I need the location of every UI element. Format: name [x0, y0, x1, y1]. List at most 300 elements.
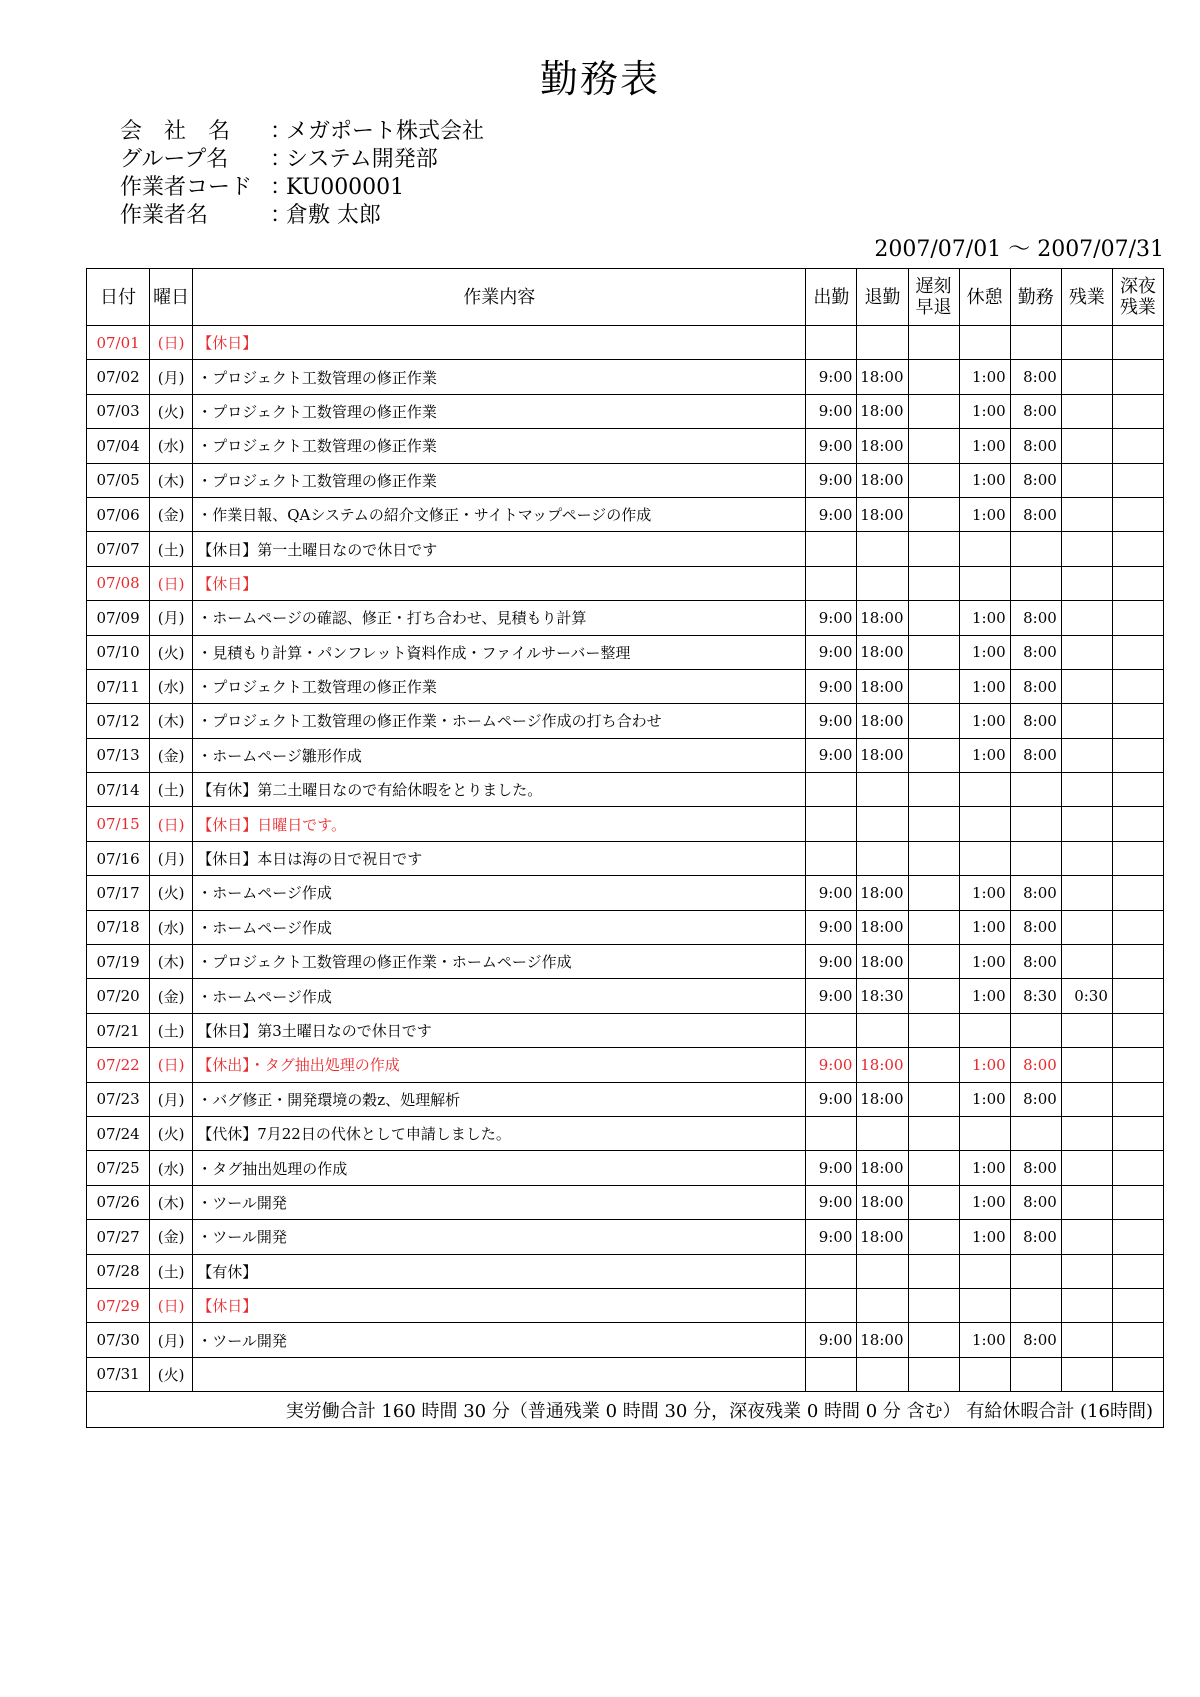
- duty-time-cell: 8:00: [1010, 1185, 1061, 1219]
- table-row: [87, 1151, 1164, 1185]
- start-time-cell: [806, 1013, 857, 1047]
- duty-time-cell: 8:00: [1010, 1048, 1061, 1082]
- break-time-cell: 1:00: [959, 945, 1010, 979]
- table-row: [87, 669, 1164, 703]
- work-cell: 【休出】・タグ抽出処理の作成: [193, 1048, 806, 1082]
- break-time-cell: 1:00: [959, 1048, 1010, 1082]
- header-overtime: 残業: [1061, 269, 1112, 326]
- header-end: 退勤: [857, 269, 908, 326]
- late-early-cell: [908, 566, 959, 600]
- dow-cell: (日): [150, 807, 193, 841]
- end-time-cell: 18:00: [857, 910, 908, 944]
- break-time-cell: 1:00: [959, 910, 1010, 944]
- table-row: [87, 1288, 1164, 1322]
- overtime-cell: [1061, 1185, 1112, 1219]
- end-time-cell: [857, 807, 908, 841]
- start-time-cell: 9:00: [806, 1082, 857, 1116]
- page-title: 勤務表: [539, 57, 660, 101]
- table-row: [87, 1220, 1164, 1254]
- overtime-cell: [1061, 463, 1112, 497]
- night-overtime-cell: [1112, 394, 1163, 428]
- work-cell: ・プロジェクト工数管理の修正作業: [193, 463, 806, 497]
- total-summary: 実労働合計 160 時間 30 分（普通残業 0 時間 30 分，深夜残業 0 時間 0 分 含む） 有給休暇合計 (16時間): [87, 1392, 1164, 1428]
- overtime-cell: [1061, 1357, 1112, 1391]
- work-cell: ・見積もり計算・パンフレット資料作成・ファイルサーバー整理: [193, 635, 806, 669]
- header-night: 深夜: [1119, 276, 1156, 297]
- table-row: [87, 841, 1164, 875]
- table-row: [87, 1116, 1164, 1150]
- header-night-overtime: [1112, 269, 1163, 326]
- dow-cell: (月): [150, 1323, 193, 1357]
- end-time-cell: 18:00: [857, 463, 908, 497]
- work-cell: 【有休】第二土曜日なので有給休暇をとりました。: [193, 773, 806, 807]
- late-early-cell: [908, 876, 959, 910]
- overtime-cell: [1061, 360, 1112, 394]
- info-value: KU000001: [286, 175, 405, 200]
- timesheet-body: [87, 326, 1164, 1392]
- header-dow: 曜日: [150, 269, 193, 326]
- night-overtime-cell: [1112, 1185, 1163, 1219]
- table-row: [87, 876, 1164, 910]
- late-early-cell: [908, 704, 959, 738]
- info-worker-name: [120, 202, 484, 230]
- dow-cell: (月): [150, 1082, 193, 1116]
- date-cell: 07/27: [87, 1220, 150, 1254]
- work-cell: 【休日】本日は海の日で祝日です: [193, 841, 806, 875]
- dow-cell: (日): [150, 1288, 193, 1322]
- overtime-cell: [1061, 1151, 1112, 1185]
- duty-time-cell: 8:00: [1010, 463, 1061, 497]
- end-time-cell: 18:00: [857, 1082, 908, 1116]
- duty-time-cell: 8:00: [1010, 910, 1061, 944]
- info-worker-code: [120, 174, 484, 202]
- overtime-cell: [1061, 1288, 1112, 1322]
- end-time-cell: 18:00: [857, 1151, 908, 1185]
- end-time-cell: 18:00: [857, 497, 908, 531]
- dow-cell: (火): [150, 635, 193, 669]
- night-overtime-cell: [1112, 497, 1163, 531]
- table-row: [87, 1048, 1164, 1082]
- duty-time-cell: 8:00: [1010, 876, 1061, 910]
- table-row: [87, 1323, 1164, 1357]
- table-row: [87, 1185, 1164, 1219]
- night-overtime-cell: [1112, 1082, 1163, 1116]
- late-early-cell: [908, 773, 959, 807]
- info-group: [120, 146, 484, 174]
- duty-time-cell: 8:00: [1010, 635, 1061, 669]
- info-company: [120, 118, 484, 146]
- night-overtime-cell: [1112, 841, 1163, 875]
- dow-cell: (水): [150, 1151, 193, 1185]
- date-cell: 07/04: [87, 429, 150, 463]
- start-time-cell: 9:00: [806, 463, 857, 497]
- info-label: 会 社 名: [120, 119, 231, 144]
- late-early-cell: [908, 979, 959, 1013]
- period-range: 2007/07/01 ～ 2007/07/31: [874, 237, 1164, 262]
- duty-time-cell: 8:00: [1010, 1151, 1061, 1185]
- break-time-cell: [959, 1116, 1010, 1150]
- dow-cell: (日): [150, 326, 193, 360]
- overtime-cell: [1061, 429, 1112, 463]
- work-cell: 【休日】: [193, 566, 806, 600]
- duty-time-cell: [1010, 841, 1061, 875]
- duty-time-cell: 8:00: [1010, 1220, 1061, 1254]
- table-row: [87, 773, 1164, 807]
- duty-time-cell: [1010, 1013, 1061, 1047]
- work-cell: ・作業日報、QAシステムの紹介文修正・サイトマップページの作成: [193, 497, 806, 531]
- date-cell: 07/20: [87, 979, 150, 1013]
- date-cell: 07/18: [87, 910, 150, 944]
- end-time-cell: 18:00: [857, 429, 908, 463]
- dow-cell: (土): [150, 1013, 193, 1047]
- start-time-cell: 9:00: [806, 1185, 857, 1219]
- break-time-cell: [959, 1254, 1010, 1288]
- late-early-cell: [908, 669, 959, 703]
- start-time-cell: 9:00: [806, 1220, 857, 1254]
- start-time-cell: 9:00: [806, 1048, 857, 1082]
- start-time-cell: 9:00: [806, 601, 857, 635]
- end-time-cell: 18:00: [857, 1323, 908, 1357]
- end-time-cell: 18:00: [857, 635, 908, 669]
- late-early-cell: [908, 1048, 959, 1082]
- employee-info: [120, 118, 484, 230]
- night-overtime-cell: [1112, 807, 1163, 841]
- info-value: メガポート株式会社: [286, 119, 485, 144]
- duty-time-cell: 8:00: [1010, 945, 1061, 979]
- night-overtime-cell: [1112, 1048, 1163, 1082]
- header-early: 早退: [915, 297, 952, 318]
- dow-cell: (水): [150, 429, 193, 463]
- work-cell: ・バグ修正・開発環境の穀z、処理解析: [193, 1082, 806, 1116]
- late-early-cell: [908, 360, 959, 394]
- duty-time-cell: [1010, 1288, 1061, 1322]
- date-cell: 07/21: [87, 1013, 150, 1047]
- overtime-cell: [1061, 394, 1112, 428]
- late-early-cell: [908, 532, 959, 566]
- work-cell: 【休日】第3土曜日なので休日です: [193, 1013, 806, 1047]
- overtime-cell: [1061, 566, 1112, 600]
- timesheet-table: [86, 268, 1164, 1428]
- duty-time-cell: [1010, 773, 1061, 807]
- end-time-cell: [857, 326, 908, 360]
- night-overtime-cell: [1112, 601, 1163, 635]
- work-cell: ・ツール開発: [193, 1185, 806, 1219]
- break-time-cell: [959, 326, 1010, 360]
- break-time-cell: [959, 1288, 1010, 1322]
- dow-cell: (木): [150, 463, 193, 497]
- overtime-cell: [1061, 1323, 1112, 1357]
- night-overtime-cell: [1112, 429, 1163, 463]
- date-cell: 07/12: [87, 704, 150, 738]
- night-overtime-cell: [1112, 1013, 1163, 1047]
- start-time-cell: 9:00: [806, 497, 857, 531]
- night-overtime-cell: [1112, 910, 1163, 944]
- duty-time-cell: [1010, 326, 1061, 360]
- late-early-cell: [908, 841, 959, 875]
- date-cell: 07/17: [87, 876, 150, 910]
- end-time-cell: 18:00: [857, 360, 908, 394]
- date-cell: 07/06: [87, 497, 150, 531]
- header-start: 出勤: [806, 269, 857, 326]
- start-time-cell: 9:00: [806, 1323, 857, 1357]
- start-time-cell: [806, 1357, 857, 1391]
- header-late: 遅刻: [915, 276, 952, 297]
- work-cell: ・プロジェクト工数管理の修正作業・ホームページ作成: [193, 945, 806, 979]
- work-cell: ・プロジェクト工数管理の修正作業: [193, 394, 806, 428]
- duty-time-cell: [1010, 807, 1061, 841]
- break-time-cell: 1:00: [959, 704, 1010, 738]
- work-cell: ・プロジェクト工数管理の修正作業・ホームページ作成の打ち合わせ: [193, 704, 806, 738]
- start-time-cell: [806, 532, 857, 566]
- table-row: [87, 704, 1164, 738]
- end-time-cell: 18:00: [857, 1185, 908, 1219]
- night-overtime-cell: [1112, 669, 1163, 703]
- start-time-cell: 9:00: [806, 429, 857, 463]
- end-time-cell: 18:00: [857, 1048, 908, 1082]
- table-row: [87, 738, 1164, 772]
- duty-time-cell: 8:00: [1010, 394, 1061, 428]
- end-time-cell: 18:00: [857, 1220, 908, 1254]
- header-work: 作業内容: [193, 269, 806, 326]
- end-time-cell: [857, 532, 908, 566]
- work-cell: ・ホームページ作成: [193, 979, 806, 1013]
- date-cell: 07/15: [87, 807, 150, 841]
- duty-time-cell: [1010, 532, 1061, 566]
- end-time-cell: 18:00: [857, 669, 908, 703]
- break-time-cell: 1:00: [959, 635, 1010, 669]
- table-row: [87, 497, 1164, 531]
- table-row: [87, 326, 1164, 360]
- night-overtime-cell: [1112, 979, 1163, 1013]
- break-time-cell: 1:00: [959, 1082, 1010, 1116]
- late-early-cell: [908, 1082, 959, 1116]
- late-early-cell: [908, 497, 959, 531]
- break-time-cell: [959, 773, 1010, 807]
- end-time-cell: [857, 1013, 908, 1047]
- date-cell: 07/22: [87, 1048, 150, 1082]
- date-cell: 07/14: [87, 773, 150, 807]
- info-label: 作業者名: [120, 203, 209, 228]
- break-time-cell: 1:00: [959, 601, 1010, 635]
- work-cell: 【休日】日曜日です。: [193, 807, 806, 841]
- start-time-cell: [806, 841, 857, 875]
- table-row: [87, 566, 1164, 600]
- table-row: [87, 1013, 1164, 1047]
- date-cell: 07/23: [87, 1082, 150, 1116]
- break-time-cell: [959, 566, 1010, 600]
- break-time-cell: 1:00: [959, 394, 1010, 428]
- info-colon: ：: [270, 203, 293, 228]
- break-time-cell: [959, 1357, 1010, 1391]
- duty-time-cell: 8:00: [1010, 704, 1061, 738]
- start-time-cell: [806, 1116, 857, 1150]
- start-time-cell: 9:00: [806, 945, 857, 979]
- end-time-cell: 18:00: [857, 738, 908, 772]
- header-break: 休憩: [959, 269, 1010, 326]
- date-cell: 07/02: [87, 360, 150, 394]
- overtime-cell: [1061, 497, 1112, 531]
- start-time-cell: [806, 773, 857, 807]
- late-early-cell: [908, 1323, 959, 1357]
- start-time-cell: 9:00: [806, 910, 857, 944]
- work-cell: ・ホームページの確認、修正・打ち合わせ、見積もり計算: [193, 601, 806, 635]
- end-time-cell: [857, 1254, 908, 1288]
- late-early-cell: [908, 1013, 959, 1047]
- late-early-cell: [908, 1151, 959, 1185]
- overtime-cell: [1061, 910, 1112, 944]
- info-colon: ：: [270, 175, 293, 200]
- start-time-cell: 9:00: [806, 1151, 857, 1185]
- break-time-cell: 1:00: [959, 360, 1010, 394]
- start-time-cell: [806, 1288, 857, 1322]
- dow-cell: (土): [150, 1254, 193, 1288]
- dow-cell: (火): [150, 876, 193, 910]
- work-cell: ・ホームページ雛形作成: [193, 738, 806, 772]
- overtime-cell: [1061, 1013, 1112, 1047]
- late-early-cell: [908, 1288, 959, 1322]
- start-time-cell: 9:00: [806, 876, 857, 910]
- break-time-cell: [959, 532, 1010, 566]
- work-cell: 【有休】: [193, 1254, 806, 1288]
- night-overtime-cell: [1112, 773, 1163, 807]
- break-time-cell: [959, 807, 1010, 841]
- late-early-cell: [908, 1357, 959, 1391]
- overtime-cell: [1061, 876, 1112, 910]
- table-row: [87, 463, 1164, 497]
- break-time-cell: 1:00: [959, 738, 1010, 772]
- start-time-cell: 9:00: [806, 635, 857, 669]
- dow-cell: (土): [150, 532, 193, 566]
- end-time-cell: 18:00: [857, 876, 908, 910]
- dow-cell: (金): [150, 979, 193, 1013]
- table-row: [87, 1357, 1164, 1391]
- duty-time-cell: [1010, 1357, 1061, 1391]
- date-cell: 07/25: [87, 1151, 150, 1185]
- work-cell: ・タグ抽出処理の作成: [193, 1151, 806, 1185]
- night-overtime-cell: [1112, 635, 1163, 669]
- info-label: グループ名: [120, 147, 229, 172]
- night-overtime-cell: [1112, 532, 1163, 566]
- late-early-cell: [908, 429, 959, 463]
- dow-cell: (金): [150, 497, 193, 531]
- night-overtime-cell: [1112, 1151, 1163, 1185]
- total-row: [87, 1392, 1164, 1428]
- overtime-cell: 0:30: [1061, 979, 1112, 1013]
- duty-time-cell: [1010, 566, 1061, 600]
- end-time-cell: 18:30: [857, 979, 908, 1013]
- info-colon: ：: [270, 119, 293, 144]
- date-cell: 07/26: [87, 1185, 150, 1219]
- table-row: [87, 910, 1164, 944]
- end-time-cell: 18:00: [857, 394, 908, 428]
- work-cell: ・ホームページ作成: [193, 910, 806, 944]
- duty-time-cell: 8:00: [1010, 601, 1061, 635]
- late-early-cell: [908, 326, 959, 360]
- late-early-cell: [908, 635, 959, 669]
- overtime-cell: [1061, 841, 1112, 875]
- header-date: 日付: [87, 269, 150, 326]
- date-cell: 07/07: [87, 532, 150, 566]
- night-overtime-cell: [1112, 1254, 1163, 1288]
- start-time-cell: 9:00: [806, 738, 857, 772]
- overtime-cell: [1061, 1048, 1112, 1082]
- date-cell: 07/13: [87, 738, 150, 772]
- break-time-cell: 1:00: [959, 1220, 1010, 1254]
- date-cell: 07/29: [87, 1288, 150, 1322]
- duty-time-cell: 8:00: [1010, 1323, 1061, 1357]
- late-early-cell: [908, 738, 959, 772]
- work-cell: ・ツール開発: [193, 1220, 806, 1254]
- end-time-cell: [857, 1288, 908, 1322]
- night-overtime-cell: [1112, 326, 1163, 360]
- work-cell: ・プロジェクト工数管理の修正作業: [193, 360, 806, 394]
- night-overtime-cell: [1112, 360, 1163, 394]
- overtime-cell: [1061, 773, 1112, 807]
- date-cell: 07/11: [87, 669, 150, 703]
- table-row: [87, 1082, 1164, 1116]
- start-time-cell: [806, 326, 857, 360]
- work-cell: ・プロジェクト工数管理の修正作業: [193, 669, 806, 703]
- table-row: [87, 979, 1164, 1013]
- break-time-cell: 1:00: [959, 497, 1010, 531]
- late-early-cell: [908, 1254, 959, 1288]
- late-early-cell: [908, 910, 959, 944]
- end-time-cell: 18:00: [857, 601, 908, 635]
- end-time-cell: [857, 566, 908, 600]
- date-cell: 07/16: [87, 841, 150, 875]
- duty-time-cell: 8:00: [1010, 738, 1061, 772]
- night-overtime-cell: [1112, 1116, 1163, 1150]
- start-time-cell: 9:00: [806, 979, 857, 1013]
- overtime-cell: [1061, 532, 1112, 566]
- dow-cell: (木): [150, 945, 193, 979]
- dow-cell: (木): [150, 1185, 193, 1219]
- duty-time-cell: 8:00: [1010, 669, 1061, 703]
- start-time-cell: 9:00: [806, 360, 857, 394]
- start-time-cell: 9:00: [806, 394, 857, 428]
- late-early-cell: [908, 463, 959, 497]
- header-late-early: [908, 269, 959, 326]
- dow-cell: (金): [150, 738, 193, 772]
- duty-time-cell: 8:00: [1010, 1082, 1061, 1116]
- table-row: [87, 360, 1164, 394]
- info-value: 倉敷 太郎: [286, 203, 381, 228]
- date-cell: 07/03: [87, 394, 150, 428]
- break-time-cell: 1:00: [959, 669, 1010, 703]
- break-time-cell: 1:00: [959, 429, 1010, 463]
- start-time-cell: 9:00: [806, 704, 857, 738]
- start-time-cell: [806, 566, 857, 600]
- duty-time-cell: [1010, 1254, 1061, 1288]
- table-row: [87, 945, 1164, 979]
- table-row: [87, 394, 1164, 428]
- late-early-cell: [908, 1220, 959, 1254]
- night-overtime-cell: [1112, 738, 1163, 772]
- dow-cell: (火): [150, 1116, 193, 1150]
- date-cell: 07/19: [87, 945, 150, 979]
- work-cell: ・ツール開発: [193, 1323, 806, 1357]
- late-early-cell: [908, 1185, 959, 1219]
- table-row: [87, 1254, 1164, 1288]
- info-label: 作業者コード: [120, 175, 253, 200]
- date-cell: 07/01: [87, 326, 150, 360]
- night-overtime-cell: [1112, 566, 1163, 600]
- dow-cell: (火): [150, 1357, 193, 1391]
- info-colon: ：: [270, 147, 293, 172]
- date-cell: 07/09: [87, 601, 150, 635]
- overtime-cell: [1061, 1254, 1112, 1288]
- break-time-cell: 1:00: [959, 1323, 1010, 1357]
